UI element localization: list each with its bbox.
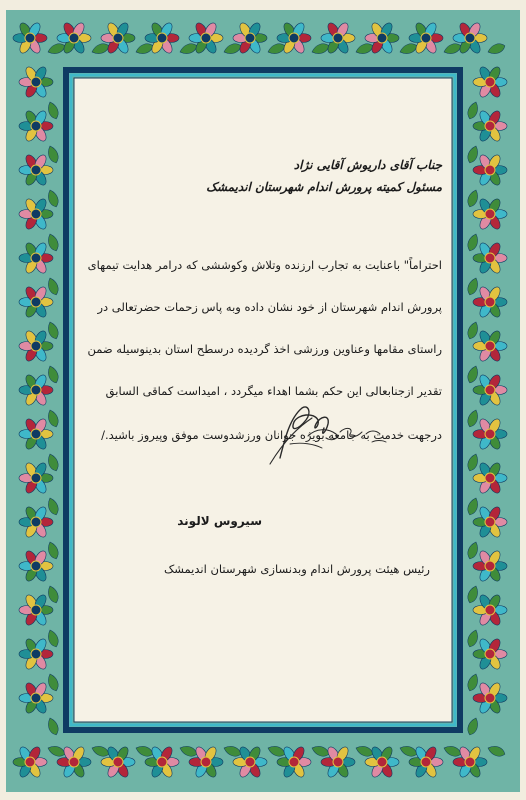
border-flower-core — [157, 33, 167, 43]
border-flower-core — [485, 605, 495, 615]
border-flower-core — [485, 693, 495, 703]
border-flower-core — [485, 209, 495, 219]
border-flower-core — [377, 757, 387, 767]
border-flower-core — [485, 77, 495, 87]
border-flower-core — [69, 757, 79, 767]
border-flower-core — [31, 121, 41, 131]
border-flower-core — [245, 757, 255, 767]
border-flower-core — [31, 473, 41, 483]
body-line-5: درجهت خدمت به جامعه بویژه جوانان ورزشدوست موفق وپیروز باشید./ — [101, 428, 442, 442]
border-flower-core — [31, 341, 41, 351]
border-flower-core — [485, 649, 495, 659]
border-flower-core — [485, 253, 495, 263]
border-flower-core — [31, 165, 41, 175]
border-flower-core — [421, 33, 431, 43]
border-flower-core — [485, 297, 495, 307]
handwritten-signature — [190, 398, 390, 468]
recipient-line-1: جناب آقای داریوش آقایی نژاد — [293, 158, 442, 172]
border-flower-core — [485, 121, 495, 131]
border-flower-core — [31, 385, 41, 395]
border-flower-core — [201, 757, 211, 767]
body-line-1: احتراماً" باعنایت به تجارب ارزنده وتلاش وکوششی که درامر هدایت تیمهای — [87, 258, 442, 272]
border-flower-core — [485, 385, 495, 395]
border-flower-core — [69, 33, 79, 43]
border-flower-core — [333, 33, 343, 43]
border-flower-core — [25, 757, 35, 767]
border-flower-core — [421, 757, 431, 767]
body-line-2: پرورش اندام شهرستان از خود نشان داده وبه پاس زحمات حضرتعالی در — [97, 300, 442, 314]
border-flower-core — [485, 517, 495, 527]
border-flower-core — [377, 33, 387, 43]
border-flower-core — [289, 33, 299, 43]
border-flower-core — [485, 561, 495, 571]
border-flower-core — [31, 209, 41, 219]
border-flower-core — [333, 757, 343, 767]
signer-name: سیروس لالوند — [177, 514, 262, 528]
border-flower-core — [25, 33, 35, 43]
border-flower-core — [31, 77, 41, 87]
border-flower-core — [31, 605, 41, 615]
border-flower-core — [31, 693, 41, 703]
body-line-4: تقدیر ازجنابعالی این حکم بشما اهداء میگردد ، امیداست کماقی السابق — [105, 384, 442, 398]
border-flower-core — [485, 429, 495, 439]
border-flower-core — [485, 473, 495, 483]
border-flower-core — [485, 341, 495, 351]
border-flower-core — [201, 33, 211, 43]
border-flower-core — [31, 297, 41, 307]
border-flower-core — [31, 517, 41, 527]
border-flower-core — [31, 253, 41, 263]
body-line-3: راستای مقامها وعناوین ورزشی اخذ گردیده درسطح استان بدینوسیله ضمن — [87, 342, 442, 356]
border-flower-core — [31, 429, 41, 439]
border-flower-core — [113, 757, 123, 767]
border-flower-core — [289, 757, 299, 767]
signer-title: رئیس هیئت پرورش اندام وبدنسازی شهرستان اندیمشک — [163, 562, 430, 576]
border-flower-core — [245, 33, 255, 43]
recipient-line-2: مسئول کمیته پرورش اندام شهرستان اندیمشک — [206, 180, 442, 194]
border-flower-core — [31, 649, 41, 659]
border-flower-core — [113, 33, 123, 43]
border-flower-core — [485, 165, 495, 175]
border-flower-core — [31, 561, 41, 571]
border-flower-core — [465, 33, 475, 43]
border-flower-core — [465, 757, 475, 767]
border-flower-core — [157, 757, 167, 767]
